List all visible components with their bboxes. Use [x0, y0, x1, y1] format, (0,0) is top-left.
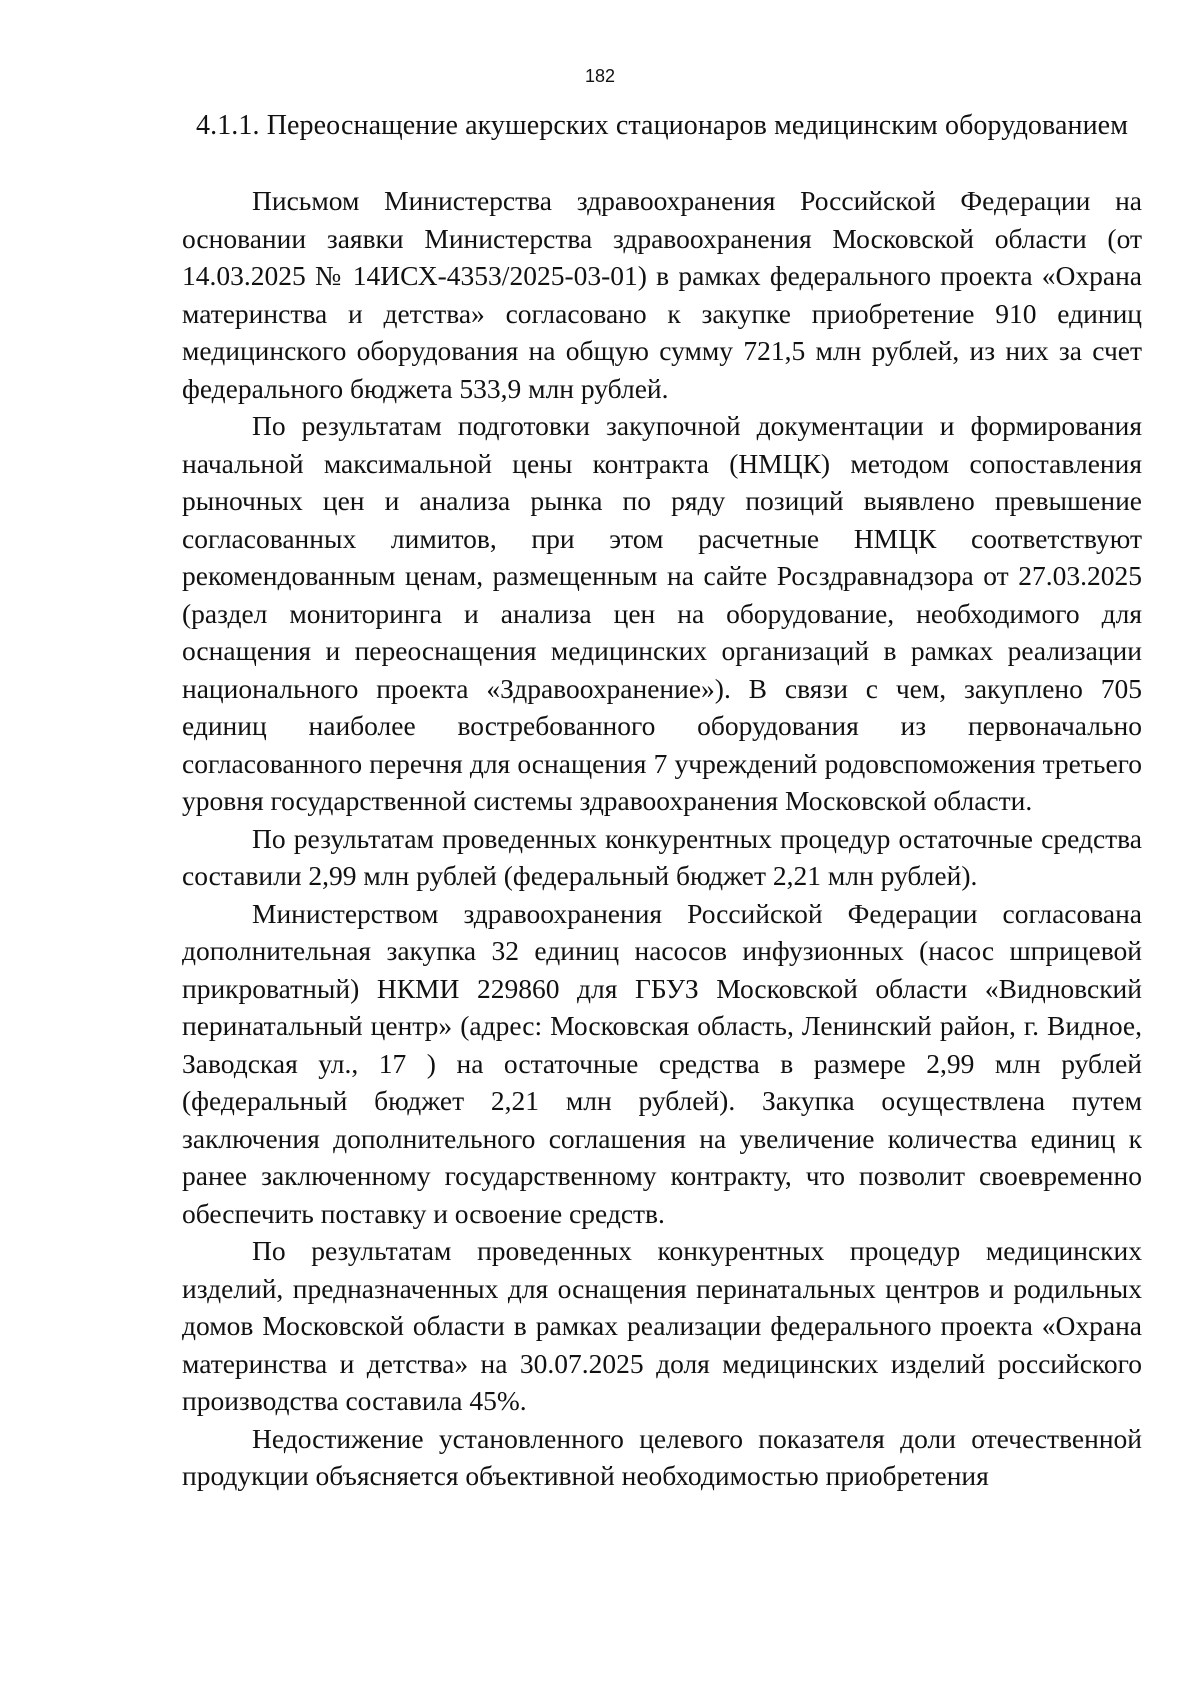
paragraph-6: Недостижение установленного целевого показателя доли отечественной продукции объясняется объективной необходимостью приобретения: [182, 1422, 1142, 1491]
paragraph-4: Министерством здравоохранения Российской Федерации согласована дополнительная закупка 32 единиц насосов инфузионных (насос шприцевой прикроватный) НКМИ 229860 для ГБУЗ Московской области «Видновский перинатальный центр» (адрес: Московская область, Ленинский район, г. Видное, Заводская ул., 17 ) на остаточные средства в размере 2,99 млн рублей (федеральный бюджет 2,21 млн рублей). Закупка осуществлена путем заключения дополнительного соглашения на увеличение количества единиц к ранее заключенному государственному контракту, что позволит своевременно обеспечить поставку и освоение средств.: [182, 897, 1142, 1229]
paragraph-3: По результатам проведенных конкурентных процедур остаточные средства составили 2,99 млн рублей (федеральный бюджет 2,21 млн рублей).: [182, 822, 1142, 891]
section-title: 4.1.1. Переоснащение акушерских стационаров медицинским оборудованием: [196, 110, 1129, 141]
paragraph-1: Письмом Министерства здравоохранения Российской Федерации на основании заявки Министерства здравоохранения Московской области (от 14.03.2025 № 14ИСХ-4353/2025-03-01) в рамках федерального проекта «Охрана материнства и детства» согласовано к закупке приобретение 910 единиц медицинского оборудования на общую сумму 721,5 млн рублей, из них за счет федерального бюджета 533,9 млн рублей.: [182, 185, 1142, 404]
paragraph-2: По результатам подготовки закупочной документации и формирования начальной максимальной цены контракта (НМЦК) методом сопоставления рыночных цен и анализа рынка по ряду позиций выявлено превышение согласованных лимитов, при этом расчетные НМЦК соответствуют рекомендованным ценам, размещенным на сайте Росздравнадзора от 27.03.2025 (раздел мониторинга и анализа цен на оборудование, необходимого для оснащения и переоснащения медицинских организаций в рамках реализации национального проекта «Здравоохранение»). В связи с чем, закуплено 705 единиц наиболее востребованного оборудования из первоначально согласованного перечня для оснащения 7 учреждений родовспоможения третьего уровня государственной системы здравоохранения Московской области.: [182, 410, 1142, 816]
document-body: [182, 182, 1142, 1495]
paragraph-5: По результатам проведенных конкурентных процедур медицинских изделий, предназначенных для оснащения перинатальных центров и родильных домов Московской области в рамках реализации федерального проекта «Охрана материнства и детства» на 30.07.2025 доля медицинских изделий российского производства составила 45%.: [182, 1235, 1142, 1416]
page-number: 182: [584, 66, 616, 86]
